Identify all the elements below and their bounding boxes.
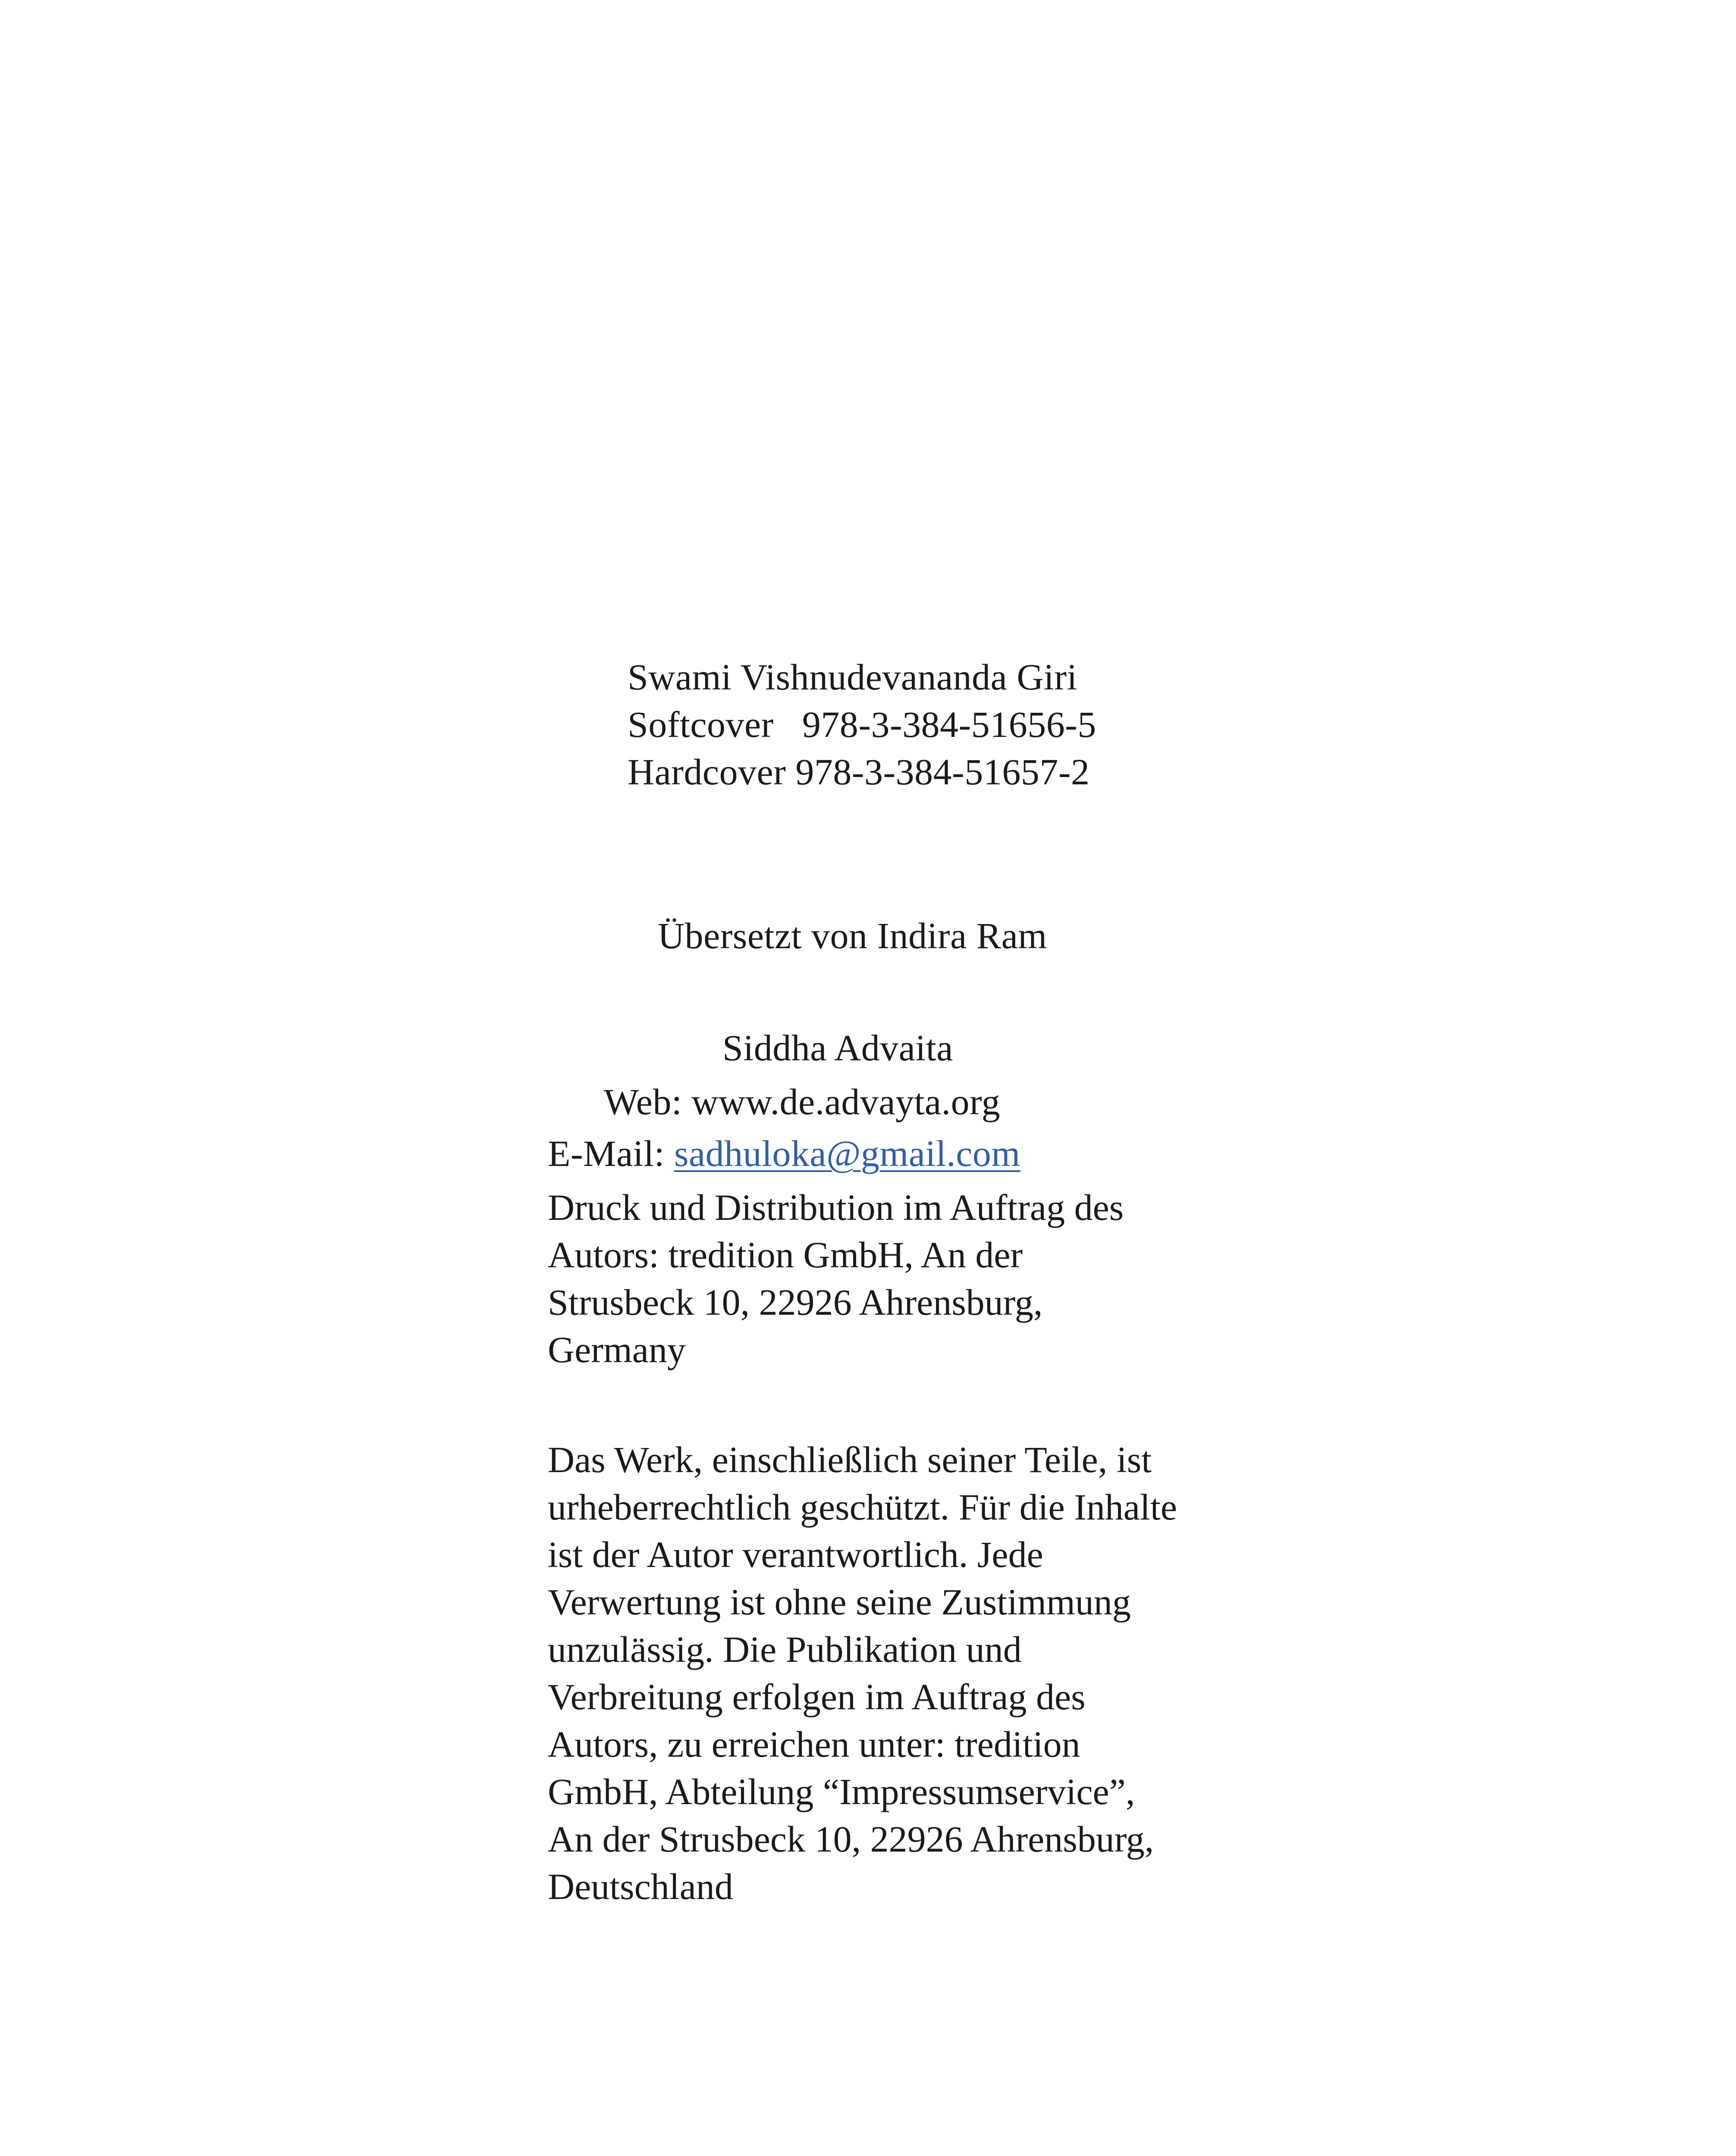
- publisher-name: Siddha Advaita: [722, 1027, 953, 1069]
- printing-note: [548, 1184, 1281, 1373]
- publisher-web: Web: www.de.advayta.org: [604, 1081, 1001, 1122]
- email-link[interactable]: sadhuloka@gmail.com: [674, 1133, 1020, 1174]
- softcover-isbn: Softcover 978-3-384-51656-5: [628, 704, 1096, 745]
- email-line: [548, 1130, 1020, 1177]
- translator-credit: Übersetzt von Indira Ram: [658, 915, 1047, 956]
- printing-note-text: Druck und Distribution im Auftrag des Autors: tredition GmbH, An der Strusbeck 10, 22926 Ahrensburg, Germany: [548, 1187, 1124, 1370]
- author-name: Swami Vishnudevananda Giri: [628, 656, 1077, 698]
- copyright-note-text: Das Werk, einschließlich seiner Teile, ist urheberrechtlich geschützt. Für die Inhalte ist der Autor verantwortlich. Jede Verwertung ist ohne seine Zustimmung unzulässig. Die Publikation und Verbreitung erfolgen im Auftrag des Autors, zu erreichen unter: tredition GmbH, Abteilung “Impressumservice”, An der Strusbeck 10, 22926 Ahrensburg, Deutschland: [548, 1439, 1177, 1907]
- hardcover-isbn: Hardcover 978-3-384-51657-2: [628, 751, 1090, 793]
- email-label: E-Mail:: [548, 1133, 674, 1174]
- copyright-note: [548, 1436, 1281, 1910]
